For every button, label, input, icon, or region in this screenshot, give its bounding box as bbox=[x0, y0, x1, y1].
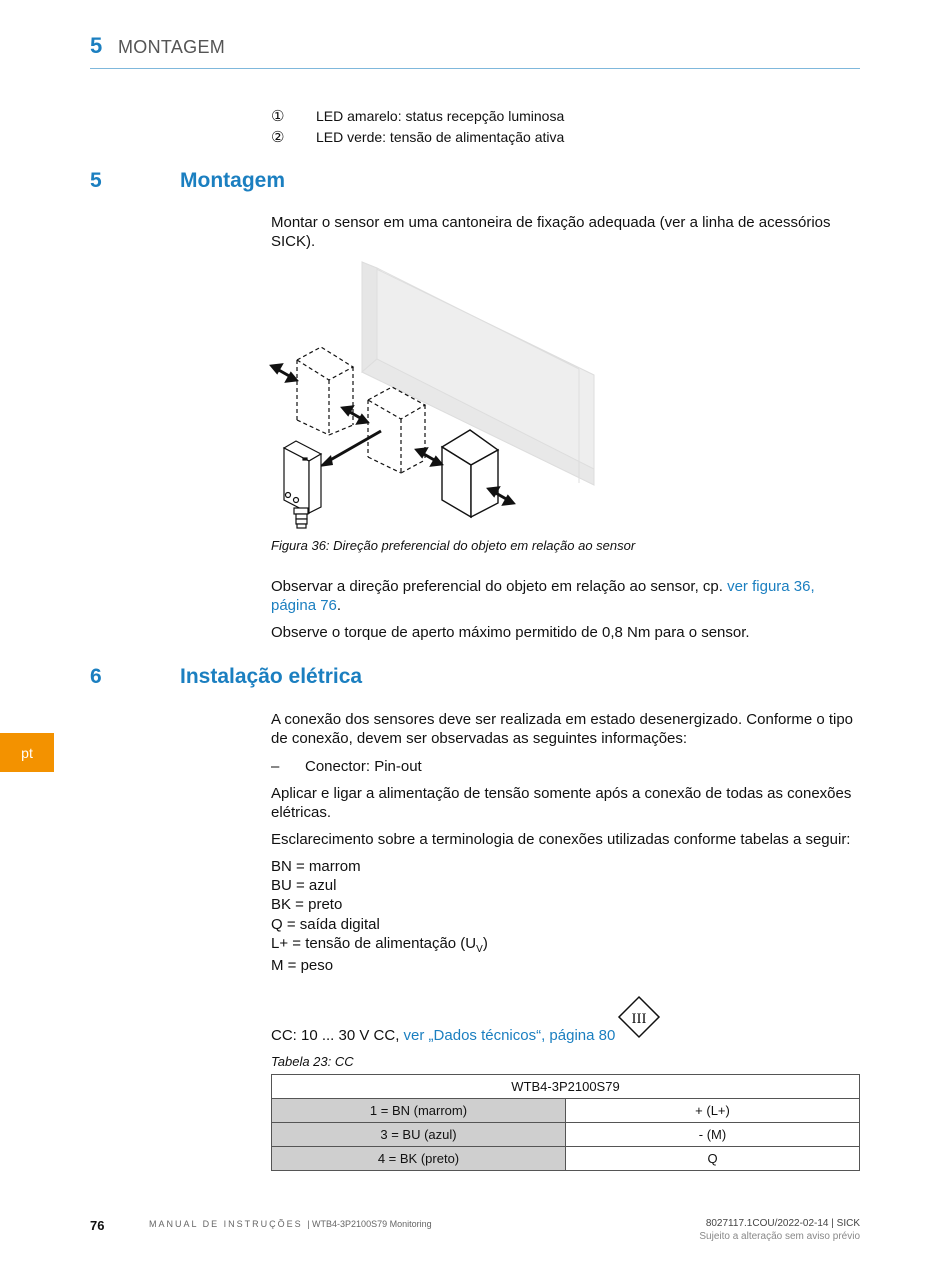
abbrev-m: M = peso bbox=[271, 957, 334, 974]
protection-class-label: III bbox=[631, 1011, 647, 1027]
page-number: 76 bbox=[90, 1218, 105, 1233]
legend-marker-1: ① bbox=[271, 108, 285, 125]
mounting-intro: Montar o sensor em uma cantoneira de fixação adequada (ver a linha de acessórios SICK). bbox=[271, 214, 831, 250]
table-header-row bbox=[272, 1075, 860, 1099]
terminology-note: Esclarecimento sobre a terminologia de conexões utilizadas conforme tabelas a seguir: bbox=[271, 831, 851, 848]
connection-table bbox=[271, 1074, 860, 1171]
electrical-intro: A conexão dos sensores deve ser realizada em estado desenergizado. Conforme o tipo de conexão, devem ser observadas as seguintes informações: bbox=[271, 711, 854, 747]
mounting-direction-figure bbox=[265, 255, 605, 535]
abbrev-lplus-end: ) bbox=[482, 935, 488, 952]
header-rule bbox=[90, 68, 860, 69]
bullet-dash: – bbox=[271, 758, 280, 775]
abbrev-q: Q = saída digital bbox=[271, 916, 380, 933]
section-title-electrical: Instalação elétrica bbox=[180, 665, 363, 688]
section-title-montagem: Montagem bbox=[180, 169, 285, 192]
table-row bbox=[272, 1147, 860, 1171]
pin-cell: 4 = BK (preto) bbox=[272, 1147, 566, 1171]
technical-data-link[interactable]: ver „Dados técnicos“, página 80 bbox=[403, 1027, 616, 1044]
dc-supply-line bbox=[271, 1026, 861, 1045]
abbrev-lplus-sub: V bbox=[476, 944, 483, 955]
document-label: MANUAL DE INSTRUÇÕES bbox=[149, 1219, 303, 1229]
abbrev-bk: BK = preto bbox=[271, 896, 343, 913]
table-caption: Tabela 23: CC bbox=[271, 1054, 354, 1069]
connector-bullet bbox=[271, 757, 861, 776]
table-row bbox=[272, 1123, 860, 1147]
protection-class-iii-icon bbox=[617, 995, 661, 1039]
section-number-5: 5 bbox=[90, 169, 102, 192]
section-number-6: 6 bbox=[90, 665, 102, 688]
sensor-device bbox=[284, 441, 321, 528]
table-header: WTB4-3P2100S79 bbox=[272, 1075, 860, 1099]
abbrev-bu: BU = azul bbox=[271, 877, 337, 894]
abbrev-bn: BN = marrom bbox=[271, 858, 361, 875]
value-cell: Q bbox=[566, 1147, 860, 1171]
table-row bbox=[272, 1099, 860, 1123]
pin-cell: 1 = BN (marrom) bbox=[272, 1099, 566, 1123]
document-reference: 8027117.1COU/2022-02-14 | SICK bbox=[705, 1218, 860, 1229]
solid-object bbox=[442, 430, 498, 517]
preferred-direction-text: Observar a direção preferencial do objeto em relação ao sensor, cp. bbox=[271, 578, 728, 595]
language-tab-pt: pt bbox=[0, 733, 54, 772]
dashed-object-1 bbox=[297, 347, 353, 435]
preferred-direction-end: . bbox=[336, 597, 342, 614]
connector-bullet-text: Conector: Pin-out bbox=[305, 758, 422, 775]
legend-text-2: LED verde: tensão de alimentação ativa bbox=[316, 129, 565, 145]
legend-text-1: LED amarelo: status recepção luminosa bbox=[316, 108, 565, 124]
approach-arrow bbox=[319, 431, 381, 467]
chapter-number: 5 bbox=[90, 33, 103, 58]
preferred-direction-note bbox=[271, 577, 861, 615]
torque-note: Observe o torque de aperto máximo permitido de 0,8 Nm para o sensor. bbox=[271, 624, 750, 641]
dc-supply-text: CC: 10 ... 30 V CC, bbox=[271, 1027, 404, 1044]
power-note: Aplicar e ligar a alimentação de tensão somente após a conexão de todas as conexões elétricas. bbox=[271, 785, 852, 821]
dashed-object-2 bbox=[368, 387, 425, 473]
figure-36-link[interactable]: ver figura 36, página 76 bbox=[271, 578, 815, 614]
document-product: | WTB4-3P2100S79 Monitoring bbox=[307, 1219, 432, 1229]
document-title bbox=[149, 1219, 432, 1229]
chapter-title: MONTAGEM bbox=[118, 37, 226, 57]
value-cell: - (M) bbox=[566, 1123, 860, 1147]
legend-marker-2: ② bbox=[271, 129, 285, 146]
pin-cell: 3 = BU (azul) bbox=[272, 1123, 566, 1147]
abbrev-lplus-text: L+ = tensão de alimentação (U bbox=[271, 935, 477, 952]
change-notice: Sujeito a alteração sem aviso prévio bbox=[699, 1231, 860, 1242]
value-cell: + (L+) bbox=[566, 1099, 860, 1123]
figure-caption: Figura 36: Direção preferencial do objeto em relação ao sensor bbox=[271, 538, 636, 553]
